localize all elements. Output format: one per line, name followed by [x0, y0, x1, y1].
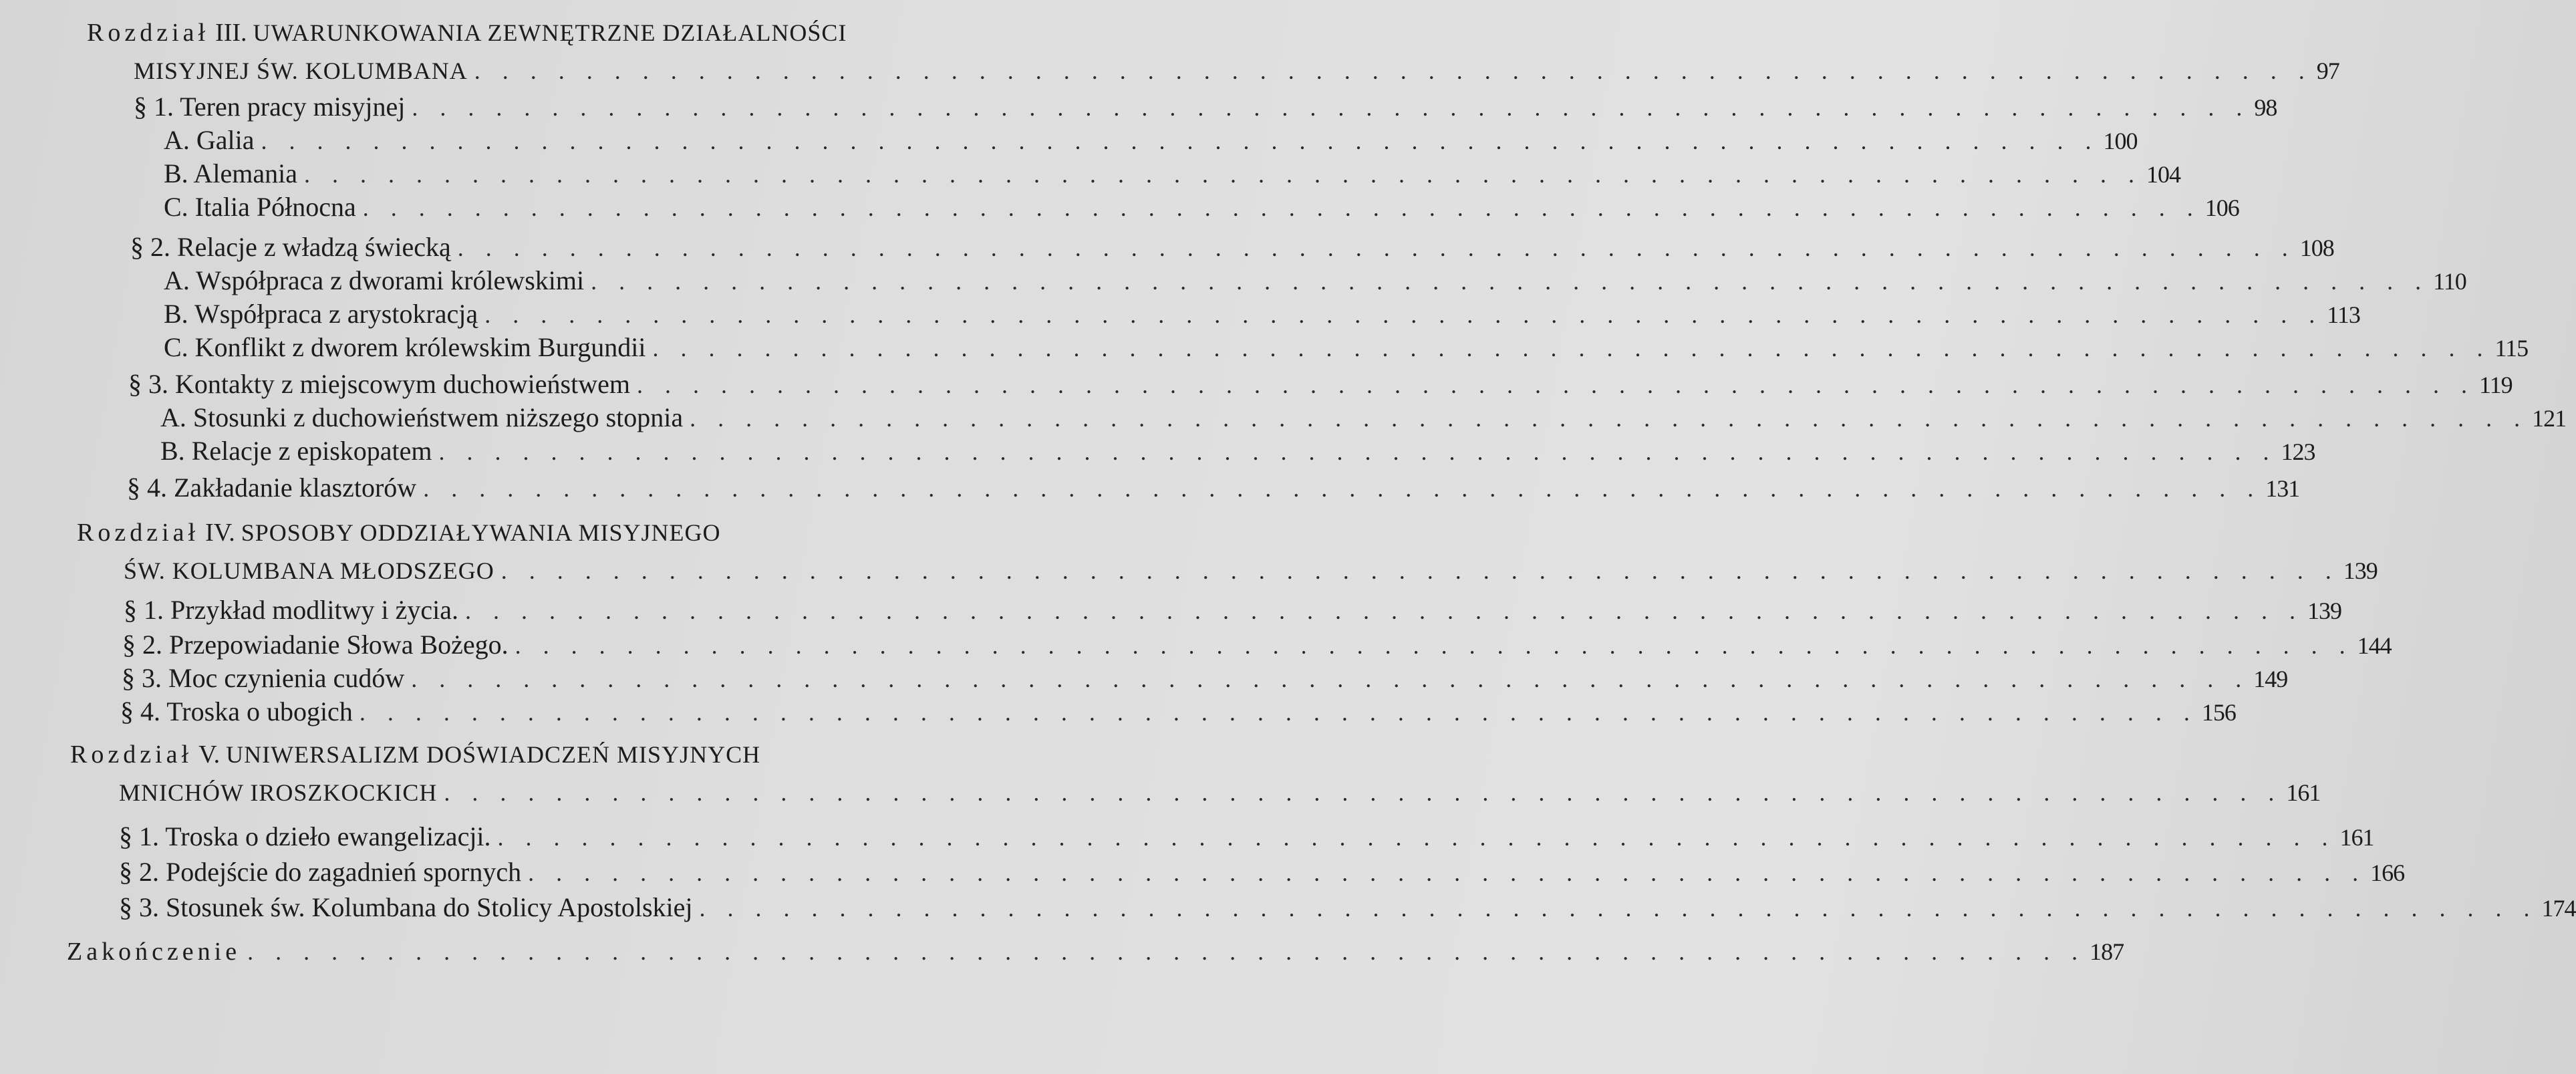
- page-number: 115: [2494, 335, 2529, 362]
- entry-label: § 2. Podejście do zagadnień spornych: [119, 857, 522, 887]
- page-number: 144: [2357, 632, 2392, 659]
- leader-dots: . . . . . . . . . . . . . . . . . . . . . . . . . . . . . . . . . . . . . . . . . . . . . . . . . . . . . . . . . . . . . . . . . .: [699, 895, 2538, 922]
- chapter-3-heading: [87, 20, 847, 45]
- toc-entry: [124, 595, 2342, 625]
- leader-dots: . . . . . . . . . . . . . . . . . . . . . . . . . . . . . . . . . . . . . . . . . . . . . . . . . . . . . . . . . . . . . . . . . .: [359, 699, 2198, 726]
- leader-dots: . . . . . . . . . . . . . . . . . . . . . . . . . . . . . . . . . . . . . . . . . . . . . . . . . . . . . . . . . . . . . . . . . .: [438, 438, 2277, 465]
- page-number: 108: [2299, 235, 2334, 261]
- page-number: 174: [2541, 895, 2576, 922]
- leader-dots: . . . . . . . . . . . . . . . . . . . . . . . . . . . . . . . . . . . . . . . . . . . . . . . . . . . . . . . . . . . . . . . . . .: [412, 94, 2251, 121]
- toc-entry: [127, 473, 2300, 503]
- leader-dots: . . . . . . . . . . . . . . . . . . . . . . . . . . . . . . . . . . . . . . . . . . . . . . . . . . . . . . . . . . . . . . . . . .: [411, 666, 2250, 692]
- entry-label: § 3. Moc czynienia cudów: [122, 663, 405, 693]
- toc-entry: [164, 299, 2360, 329]
- page-number: 131: [2265, 475, 2300, 502]
- toc-entry: [130, 232, 2334, 262]
- page-number: 110: [2433, 268, 2466, 295]
- page-number: 139: [2307, 597, 2342, 624]
- chapter-title: UWARUNKOWANIA ZEWNĘTRZNE DZIAŁALNOŚCI: [253, 19, 847, 46]
- entry-label: A. Współpraca z dworami królewskimi: [164, 265, 585, 295]
- page-number: 161: [2339, 824, 2374, 851]
- entry-label: A. Stosunki z duchowieństwem niższego stopnia: [160, 402, 684, 432]
- toc-entry: [128, 369, 2513, 399]
- leader-dots: . . . . . . . . . . . . . . . . . . . . . . . . . . . . . . . . . . . . . . . . . . . . . . . . . . . . . . . . . . . . . . . . . .: [591, 268, 2430, 295]
- entry-label: B. Alemania: [164, 158, 297, 188]
- toc-entry: [164, 332, 2529, 362]
- entry-label: § 3. Stosunek św. Kolumbana do Stolicy Apostolskiej: [119, 892, 693, 922]
- chapter-title: SPOSOBY ODDZIAŁYWANIA MISYJNEGO: [241, 519, 721, 546]
- entry-label: § 1. Przykład modlitwy i życia.: [124, 595, 459, 625]
- leader-dots: . . . . . . . . . . . . . . . . . . . . . . . . . . . . . . . . . . . . . . . . . . . . . . . . . . . . . . . . . . . . . . . . . .: [457, 235, 2296, 261]
- chapter-prefix: Rozdział: [70, 741, 193, 769]
- toc-entry: [120, 696, 2236, 726]
- chapter-title-line2: MNICHÓW IROSZKOCKICH: [119, 779, 438, 806]
- page-number: 149: [2253, 666, 2288, 692]
- page-number: 106: [2204, 194, 2239, 221]
- toc-entry: [119, 892, 2576, 922]
- leader-dots: . . . . . . . . . . . . . . . . . . . . . . . . . . . . . . . . . . . . . . . . . . . . . . . . . . . . . . . . . . . . . . . . . .: [652, 335, 2491, 362]
- chapter-4-heading: [77, 520, 720, 545]
- chapter-numeral: III.: [215, 19, 247, 47]
- toc-entry: [122, 630, 2392, 660]
- leader-dots: . . . . . . . . . . . . . . . . . . . . . . . . . . . . . . . . . . . . . . . . . . . . . . . . . . . . . . . . . . . . . . . . . .: [474, 57, 2313, 84]
- entry-label: B. Współpraca z arystokracją: [164, 299, 478, 329]
- page-number: 104: [2146, 161, 2180, 188]
- chapter-5-title-line2: [119, 779, 2321, 806]
- page-number: 113: [2327, 301, 2360, 328]
- page-number: 121: [2532, 405, 2567, 432]
- chapter-prefix: Rozdział: [87, 19, 210, 47]
- entry-label: § 4. Zakładanie klasztorów: [127, 473, 417, 503]
- entry-label: B. Relacje z episkopatem: [160, 436, 432, 466]
- entry-label: § 1. Troska o dzieło ewangelizacji.: [119, 821, 491, 851]
- entry-label: § 4. Troska o ubogich: [120, 696, 353, 726]
- page-number: 187: [2090, 938, 2124, 965]
- leader-dots: . . . . . . . . . . . . . . . . . . . . . . . . . . . . . . . . . . . . . . . . . . . . . . . . . . . . . . . . . . . . . . . . . .: [528, 859, 2367, 886]
- page-number: 161: [2286, 779, 2321, 806]
- entry-label: § 2. Przepowiadanie Słowa Bożego.: [122, 630, 509, 660]
- toc-entry: [119, 821, 2374, 851]
- entry-label: A. Galia: [164, 125, 255, 155]
- leader-dots: . . . . . . . . . . . . . . . . . . . . . . . . . . . . . . . . . . . . . . . . . . . . . . . . . . . . . . . . . . . . . . . . . .: [500, 557, 2339, 584]
- leader-dots: . . . . . . . . . . . . . . . . . . . . . . . . . . . . . . . . . . . . . . . . . . . . . . . . . . . . . . . . . . . . . . . . . .: [465, 597, 2304, 624]
- leader-dots: . . . . . . . . . . . . . . . . . . . . . . . . . . . . . . . . . . . . . . . . . . . . . . . . . . . . . . . . . . . . . . . . . .: [690, 405, 2529, 432]
- chapter-4-title-line2: [124, 557, 2378, 584]
- leader-dots: . . . . . . . . . . . . . . . . . . . . . . . . . . . . . . . . . . . . . . . . . . . . . . . . . . . . . . . . . . . . . . . . . .: [497, 824, 2336, 851]
- entry-label: § 2. Relacje z władzą świecką: [130, 232, 451, 262]
- page-number: 139: [2343, 557, 2378, 584]
- leader-dots: . . . . . . . . . . . . . . . . . . . . . . . . . . . . . . . . . . . . . . . . . . . . . . . . . . . . . . . . . . . . . . . . . .: [423, 475, 2262, 502]
- leader-dots: . . . . . . . . . . . . . . . . . . . . . . . . . . . . . . . . . . . . . . . . . . . . . . . . . . . . . . . . . . . . . . . . . .: [636, 372, 2475, 398]
- toc-entry: [134, 92, 2277, 122]
- chapter-title-line2: MISYJNEJ ŚW. KOLUMBANA: [134, 57, 468, 84]
- toc-entry-ending: [67, 938, 2124, 966]
- toc-entry: [119, 857, 2405, 887]
- entry-label: C. Konflikt z dworem królewskim Burgundii: [164, 332, 646, 362]
- chapter-3-title-line2: [134, 57, 2339, 84]
- chapter-5-heading: [70, 742, 760, 767]
- entry-label: § 3. Kontakty z miejscowym duchowieństwem: [128, 369, 630, 399]
- page-number: 97: [2316, 57, 2339, 84]
- page-number: 100: [2103, 128, 2138, 154]
- toc-entry: [164, 192, 2239, 222]
- page-number: 98: [2254, 94, 2277, 121]
- entry-label: § 1. Teren pracy misyjnej: [134, 92, 406, 122]
- entry-label: Zakończenie: [67, 938, 241, 966]
- chapter-prefix: Rozdział: [77, 519, 200, 547]
- toc-entry: [122, 663, 2288, 693]
- page-number: 156: [2201, 699, 2236, 726]
- leader-dots: . . . . . . . . . . . . . . . . . . . . . . . . . . . . . . . . . . . . . . . . . . . . . . . . . . . . . . . . . . . . . . . . . .: [515, 632, 2353, 659]
- toc-entry: [164, 125, 2138, 155]
- page-number: 166: [2370, 859, 2405, 886]
- toc-entry: [164, 265, 2466, 295]
- toc-entry: [160, 436, 2315, 466]
- page-number: 119: [2478, 372, 2513, 398]
- leader-dots: . . . . . . . . . . . . . . . . . . . . . . . . . . . . . . . . . . . . . . . . . . . . . . . . . . . . . . . . . . . . . . . . . .: [303, 161, 2142, 188]
- toc-entry: [164, 158, 2180, 188]
- leader-dots: . . . . . . . . . . . . . . . . . . . . . . . . . . . . . . . . . . . . . . . . . . . . . . . . . . . . . . . . . . . . . . . . . .: [261, 128, 2100, 154]
- leader-dots: . . . . . . . . . . . . . . . . . . . . . . . . . . . . . . . . . . . . . . . . . . . . . . . . . . . . . . . . . . . . . . . . . .: [362, 194, 2201, 221]
- chapter-numeral: V.: [198, 741, 221, 769]
- leader-dots: . . . . . . . . . . . . . . . . . . . . . . . . . . . . . . . . . . . . . . . . . . . . . . . . . . . . . . . . . . . . . . . . . .: [247, 938, 2086, 965]
- entry-label: C. Italia Północna: [164, 192, 356, 222]
- chapter-title: UNIWERSALIZM DOŚWIADCZEŃ MISYJNYCH: [226, 741, 761, 768]
- chapter-numeral: IV.: [205, 519, 235, 547]
- toc-entry: [160, 402, 2567, 432]
- page-number: 123: [2281, 438, 2315, 465]
- leader-dots: . . . . . . . . . . . . . . . . . . . . . . . . . . . . . . . . . . . . . . . . . . . . . . . . . . . . . . . . . . . . . . . . . .: [444, 779, 2283, 806]
- chapter-title-line2: ŚW. KOLUMBANA MŁODSZEGO: [124, 557, 494, 584]
- leader-dots: . . . . . . . . . . . . . . . . . . . . . . . . . . . . . . . . . . . . . . . . . . . . . . . . . . . . . . . . . . . . . . . . . .: [484, 301, 2323, 328]
